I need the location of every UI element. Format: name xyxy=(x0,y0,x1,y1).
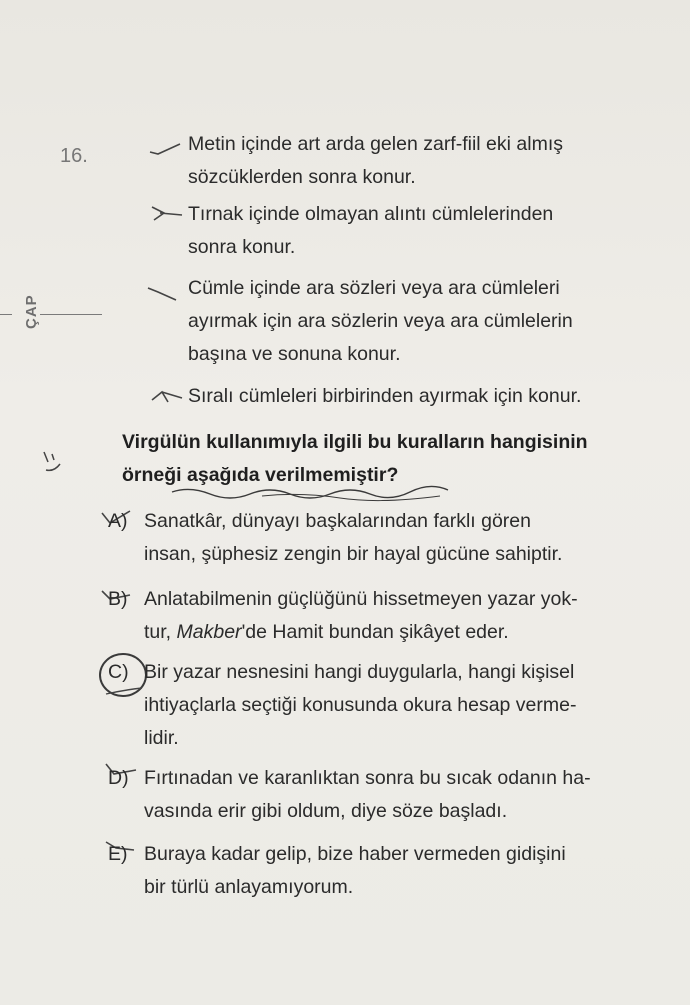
option-c[interactable] xyxy=(108,656,668,755)
side-divider-left xyxy=(0,314,12,315)
side-divider-right xyxy=(40,314,102,315)
rule-item-2 xyxy=(188,198,658,264)
option-b[interactable] xyxy=(108,583,668,649)
rule-line: sonra konur. xyxy=(188,236,296,258)
rule-line: Sıralı cümleleri birbirinden ayırmak için konur. xyxy=(188,385,582,407)
question-number: 16. xyxy=(60,145,88,167)
rule-line: Metin içinde art arda gelen zarf-fiil eki almış xyxy=(188,133,563,155)
question-line: örneği aşağıda verilmemiştir? xyxy=(122,464,399,486)
option-e[interactable] xyxy=(108,838,668,904)
option-text: Sanatkâr, dünyayı başkalarından farklı gören xyxy=(144,510,531,532)
option-text: Fırtınadan ve karanlıktan sonra bu sıcak odanın ha- xyxy=(144,767,591,789)
rule-line: ayırmak için ara sözlerin veya ara cümlelerin xyxy=(188,310,573,332)
pencil-check-mark xyxy=(146,284,180,302)
question-stem xyxy=(122,426,662,492)
option-a[interactable] xyxy=(108,505,668,571)
side-section-label: ÇAP xyxy=(23,294,40,329)
rule-item-4 xyxy=(188,380,658,413)
option-letter: C) xyxy=(108,661,129,683)
rule-line: sözcüklerden sonra konur. xyxy=(188,166,416,188)
pencil-check-mark xyxy=(150,205,184,223)
option-text: insan, şüphesiz zengin bir hayal gücüne sahiptir. xyxy=(144,543,563,565)
question-line: Virgülün kullanımıyla ilgili bu kuralların hangisinin xyxy=(122,431,588,453)
option-text: Anlatabilmenin güçlüğünü hissetmeyen yazar yok- xyxy=(144,588,578,610)
option-text: vasında erir gibi oldum, diye söze başladı. xyxy=(144,800,508,822)
rule-line: Cümle içinde ara sözleri veya ara cümleleri xyxy=(188,277,560,299)
rule-line: başına ve sonuna konur. xyxy=(188,343,401,365)
pencil-doodle-mark xyxy=(40,448,64,474)
option-text: lidir. xyxy=(144,727,179,749)
option-text: 'de Hamit bundan şikâyet eder. xyxy=(241,621,509,643)
option-text: Buraya kadar gelip, bize haber vermeden gidişini xyxy=(144,843,566,865)
option-letter: E) xyxy=(108,843,128,865)
option-d[interactable] xyxy=(108,762,668,828)
pencil-check-mark xyxy=(148,142,182,160)
pencil-check-mark xyxy=(150,388,184,406)
rule-line: Tırnak içinde olmayan alıntı cümlelerinden xyxy=(188,203,554,225)
option-text-italic: Makber xyxy=(176,621,242,643)
option-text: bir türlü anlayamıyorum. xyxy=(144,876,354,898)
option-letter: D) xyxy=(108,767,129,789)
option-text-line xyxy=(108,616,668,649)
option-text: ihtiyaçlarla seçtiği konusunda okura hesap verme- xyxy=(144,694,577,716)
rule-item-1 xyxy=(188,128,658,194)
option-letter: B) xyxy=(108,588,128,610)
option-text: tur, xyxy=(144,621,177,643)
option-letter: A) xyxy=(108,510,128,532)
rule-item-3 xyxy=(188,272,658,371)
option-text: Bir yazar nesnesini hangi duygularla, hangi kişisel xyxy=(144,661,575,683)
pencil-underline-wave xyxy=(170,484,450,506)
